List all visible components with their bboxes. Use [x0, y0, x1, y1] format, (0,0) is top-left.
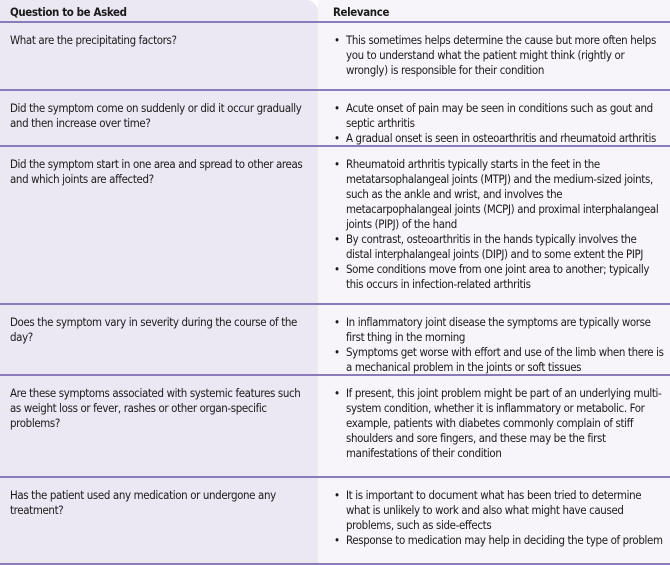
bullet-icon: •: [334, 157, 340, 171]
relevance-item: • This sometimes helps determine the cause but more often helps you to understand what the patient might think (rightly or wrongly) is responsible for their condition: [334, 33, 656, 77]
table-row: [0, 23, 670, 91]
question-cell: Did the symptom come on suddenly or did it occur gradually and then increase over time?: [10, 101, 302, 130]
bullet-icon: •: [334, 488, 340, 502]
relevance-cell: [333, 157, 665, 292]
bullet-icon: •: [334, 101, 340, 115]
bullet-icon: •: [334, 386, 340, 400]
relevance-cell: [333, 386, 665, 461]
relevance-item: • In inflammatory joint disease the symptoms are typically worse first thing in the morning: [334, 315, 651, 344]
relevance-item: • A gradual onset is seen in osteoarthritis and rheumatoid arthritis: [334, 131, 656, 145]
relevance-item: • By contrast, osteoarthritis in the hands typically involves the distal interphalangeal joints (DIPJ) and to some extent the PIPJ: [334, 232, 644, 261]
table-row: [0, 147, 670, 305]
question-cell: What are the precipitating factors?: [10, 33, 177, 47]
bullet-icon: •: [334, 315, 340, 329]
relevance-item: • Symptoms get worse with effort and use of the limb when there is a mechanical problem in the joints or soft tissues: [334, 345, 664, 374]
bullet-icon: •: [334, 533, 340, 547]
relevance-item: • Acute onset of pain may be seen in conditions such as gout and septic arthritis: [334, 101, 653, 130]
table-row: [0, 376, 670, 478]
relevance-cell: [333, 33, 665, 78]
table-row: [0, 91, 670, 147]
bullet-icon: •: [334, 33, 340, 47]
relevance-item: • If present, this joint problem might be part of an underlying multi-system condition, whether it is inflammatory or metabolic. For example, patients with diabetes commonly complain of stiff shoulders and sore fingers, and these may be the first manifestations of their condition: [334, 386, 662, 460]
relevance-item: • Rheumatoid arthritis typically starts in the feet in the metatarsophalangeal joints (MTPJ) and the medium-sized joints, such as the ankle and wrist, and involves the metacarpophalangeal joints (MCPJ) and proximal interphalangeal joints (PIPJ) of the hand: [334, 157, 659, 231]
table-row: [0, 478, 670, 565]
bullet-icon: •: [334, 345, 340, 359]
question-cell: Are these symptoms associated with systemic features such as weight loss or fever, rashes or other organ-specific problems?: [10, 386, 301, 430]
relevance-item: • It is important to document what has been tried to determine what is unlikely to work and also what might have caused problems, such as side-effects: [334, 488, 642, 532]
header-question: Question to be Asked: [10, 5, 127, 19]
relevance-item: • Some conditions move from one joint area to another; typically this occurs in infection-related arthritis: [334, 262, 650, 291]
question-cell: Did the symptom start in one area and spread to other areas and which joints are affected?: [10, 157, 303, 186]
header-relevance: Relevance: [333, 5, 390, 19]
relevance-cell: [333, 315, 665, 375]
relevance-item: • Response to medication may help in deciding the type of problem: [334, 533, 663, 547]
question-cell: Has the patient used any medication or undergone any treatment?: [10, 488, 276, 517]
bullet-icon: •: [334, 262, 340, 276]
table-row: [0, 305, 670, 376]
question-cell: Does the symptom vary in severity during the course of the day?: [10, 315, 297, 344]
relevance-cell: [333, 101, 665, 146]
bullet-icon: •: [334, 232, 340, 246]
relevance-cell: [333, 488, 665, 548]
table-header: [0, 0, 670, 23]
bullet-icon: •: [334, 131, 340, 145]
